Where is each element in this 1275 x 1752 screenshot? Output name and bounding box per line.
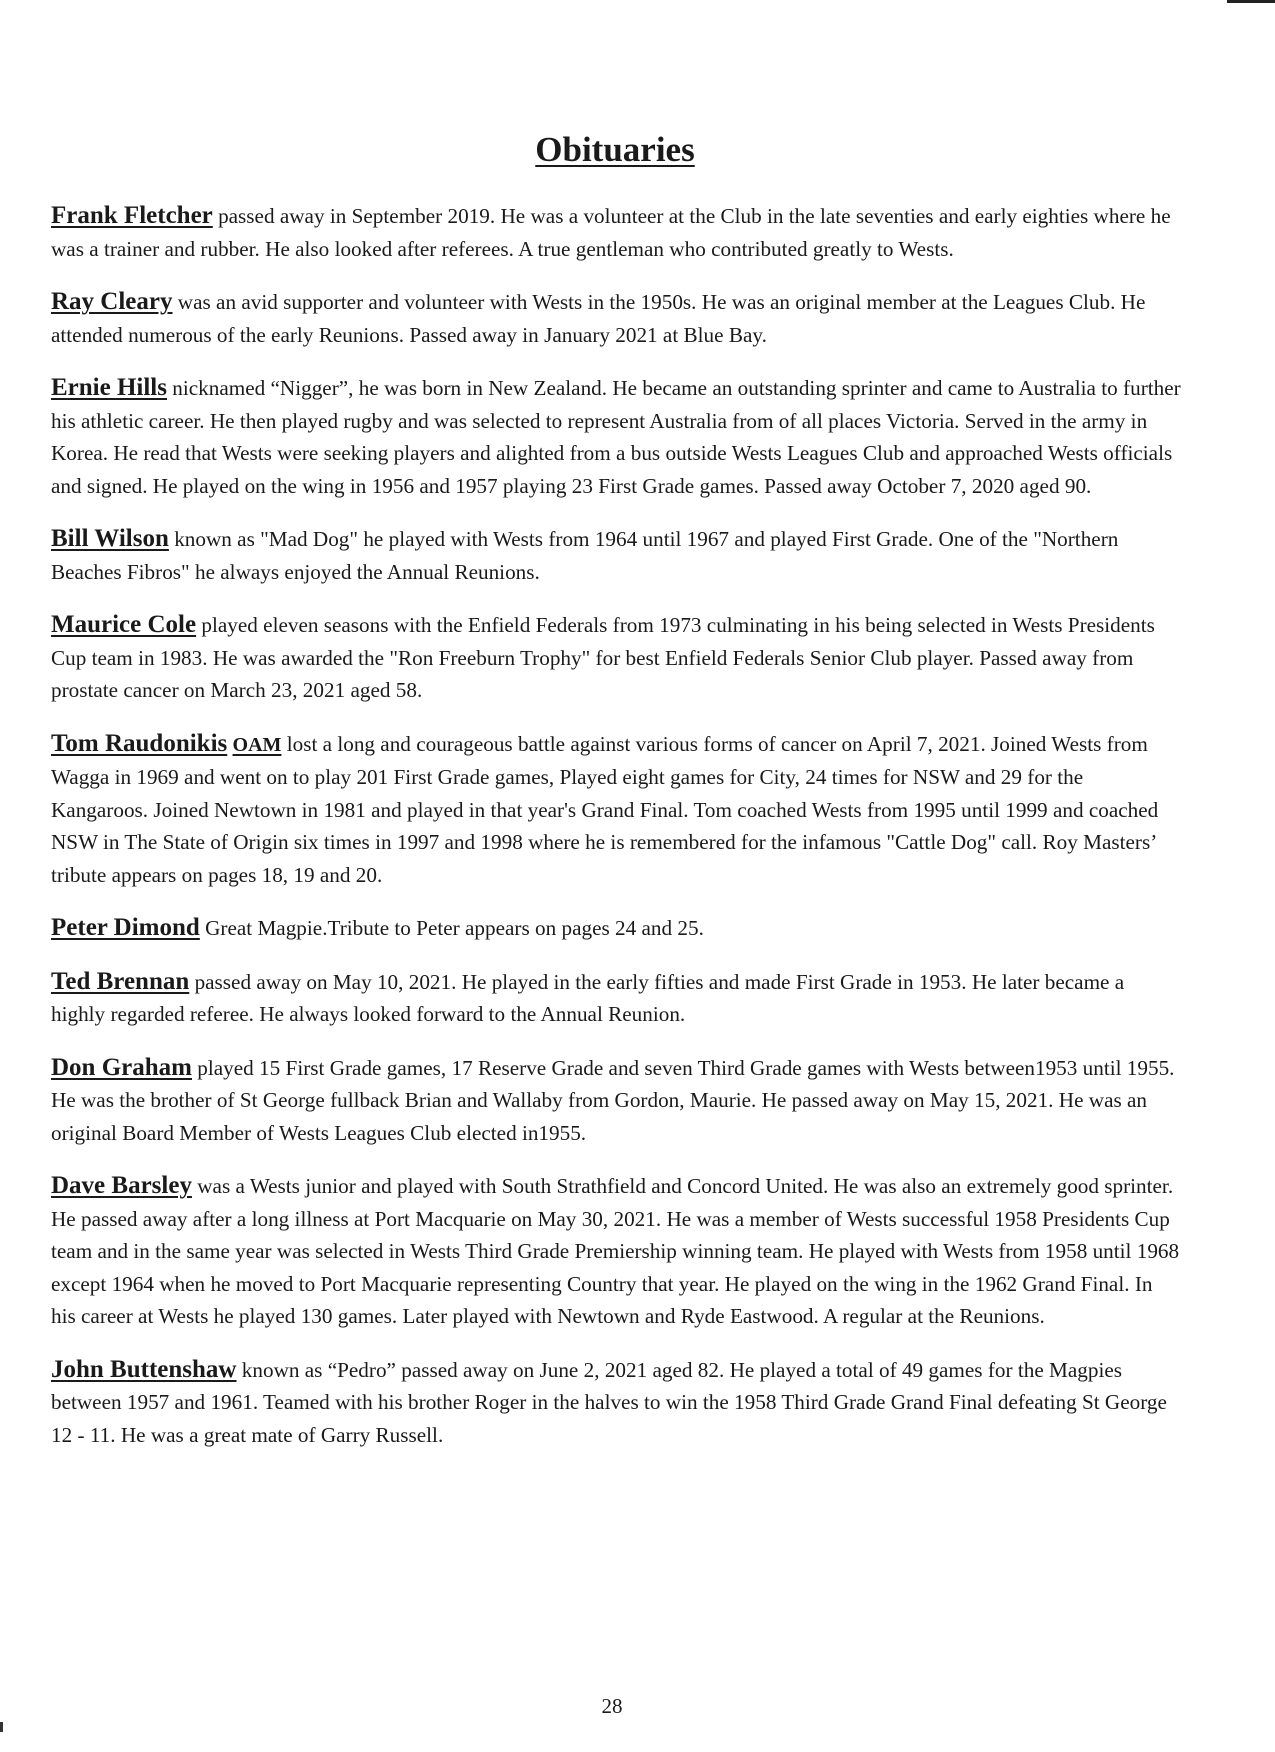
obituary-text: lost a long and courageous battle against various forms of cancer on April 7, 2021. Joined Wests from Wagga in 1969 and went on to play 201 First Grade games, Played eight games for City, 24 times for NSW and 29 for the Kangaroos. Joined Newtown in 1981 and played in that year's Grand Final. Tom coached Wests from 1995 until 1999 and coached NSW in The State of Origin six times in 1997 and 1998 where he is remembered for the infamous "Cattle Dog" call. Roy Masters’ tribute appears on pages 18, 19 and 20.: [51, 731, 1159, 887]
obituary-entry: [51, 609, 1181, 707]
obituary-entry: [51, 1170, 1181, 1333]
obituary-name: Maurice Cole: [51, 611, 197, 638]
obituary-text: known as "Mad Dog" he played with Wests from 1964 until 1967 and played First Grade. One of the "Northern Beaches Fibros" he always enjoyed the Annual Reunions.: [51, 527, 1119, 584]
obituary-entry: [51, 286, 1181, 351]
obituary-entry: [51, 912, 1181, 945]
page-number: 28: [601, 1694, 623, 1718]
obituary-name: Bill Wilson: [51, 525, 169, 552]
obituary-entry: [51, 728, 1181, 892]
obituary-text: Great Magpie.Tribute to Peter appears on pages 24 and 25.: [199, 916, 704, 940]
obituary-name: Tom Raudonikis: [51, 729, 228, 757]
obituary-honor: OAM: [232, 733, 282, 756]
obituary-text: was a Wests junior and played with South Strathfield and Concord United. He was also an extremely good sprinter. He passed away after a long illness at Port Macquarie on May 30, 2021. He was a member of Wests successful 1958 Presidents Cup team and in the same year was selected in Wests Third Grade Premiership winning team. He played with Wests from 1958 until 1968 except 1964 when he moved to Port Macquarie representing Country that year. He played on the wing in the 1962 Grand Final. In his career at Wests he played 130 games. Later played with Newtown and Ryde Eastwood. A regular at the Reunions.: [51, 1174, 1180, 1328]
obituary-text: nicknamed “Nigger”, he was born in New Zealand. He became an outstanding sprinter and came to Australia to further his athletic career. He then played rugby and was selected to represent Australia from of all places Victoria. Served in the army in Korea. He read that Wests were seeking players and alighted from a bus outside Wests Leagues Club and approached Wests officials and signed. He played on the wing in 1956 and 1957 playing 23 First Grade games. Passed away October 7, 2020 aged 90.: [51, 376, 1181, 498]
obituary-text: played 15 First Grade games, 17 Reserve Grade and seven Third Grade games with Wests between1953 until 1955. He was the brother of St George fullback Brian and Wallaby from Gordon, Maurie. He passed away on May 15, 2021. He was an original Board Member of Wests Leagues Club elected in1955.: [51, 1055, 1175, 1145]
obituary-name: Ted Brennan: [51, 967, 190, 995]
obituary-entry: [51, 1354, 1181, 1452]
obituary-name: John Buttenshaw: [51, 1355, 237, 1383]
obituary-entry: [51, 1052, 1181, 1150]
obituary-name: Don Graham: [51, 1053, 192, 1081]
obituary-name: Dave Barsley: [51, 1172, 192, 1199]
obituary-text: was an avid supporter and volunteer with Wests in the 1950s. He was an original member at the Leagues Club. He attended numerous of the early Reunions. Passed away in January 2021 at Blue Bay.: [51, 290, 1146, 347]
obituary-entry: [51, 966, 1181, 1031]
scan-edge-mark: [0, 1722, 3, 1732]
obituary-text: played eleven seasons with the Enfield Federals from 1973 culminating in his being selected in Wests Presidents Cup team in 1983. He was awarded the "Ron Freeburn Trophy" for best Enfield Federals Senior Club player. Passed away from prostate cancer on March 23, 2021 aged 58.: [51, 613, 1155, 702]
obituary-entry: [51, 523, 1181, 588]
obituary-list: [51, 200, 1181, 1472]
scan-corner-mark: [1227, 0, 1275, 3]
obituary-name: Ray Cleary: [51, 288, 173, 315]
obituary-entry: [51, 200, 1181, 265]
obituary-entry: [51, 372, 1181, 502]
obituary-text: known as “Pedro” passed away on June 2, 2021 aged 82. He played a total of 49 games for the Magpies between 1957 and 1961. Teamed with his brother Roger in the halves to win the 1958 Third Grade Grand Final defeating St George 12 - 11. He was a great mate of Garry Russell.: [51, 1357, 1167, 1447]
obituary-text: passed away on May 10, 2021. He played in the early fifties and made First Grade in 1953. He later became a highly regarded referee. He always looked forward to the Annual Reunion.: [51, 969, 1125, 1026]
page-title: Obituaries: [535, 130, 695, 169]
obituary-name: Peter Dimond: [51, 914, 200, 941]
obituary-text: passed away in September 2019. He was a volunteer at the Club in the late seventies and early eighties where he was a trainer and rubber. He also looked after referees. A true gentleman who contributed greatly to Wests.: [51, 204, 1171, 261]
obituary-name: Frank Fletcher: [51, 202, 213, 229]
obituary-name: Ernie Hills: [51, 374, 167, 401]
